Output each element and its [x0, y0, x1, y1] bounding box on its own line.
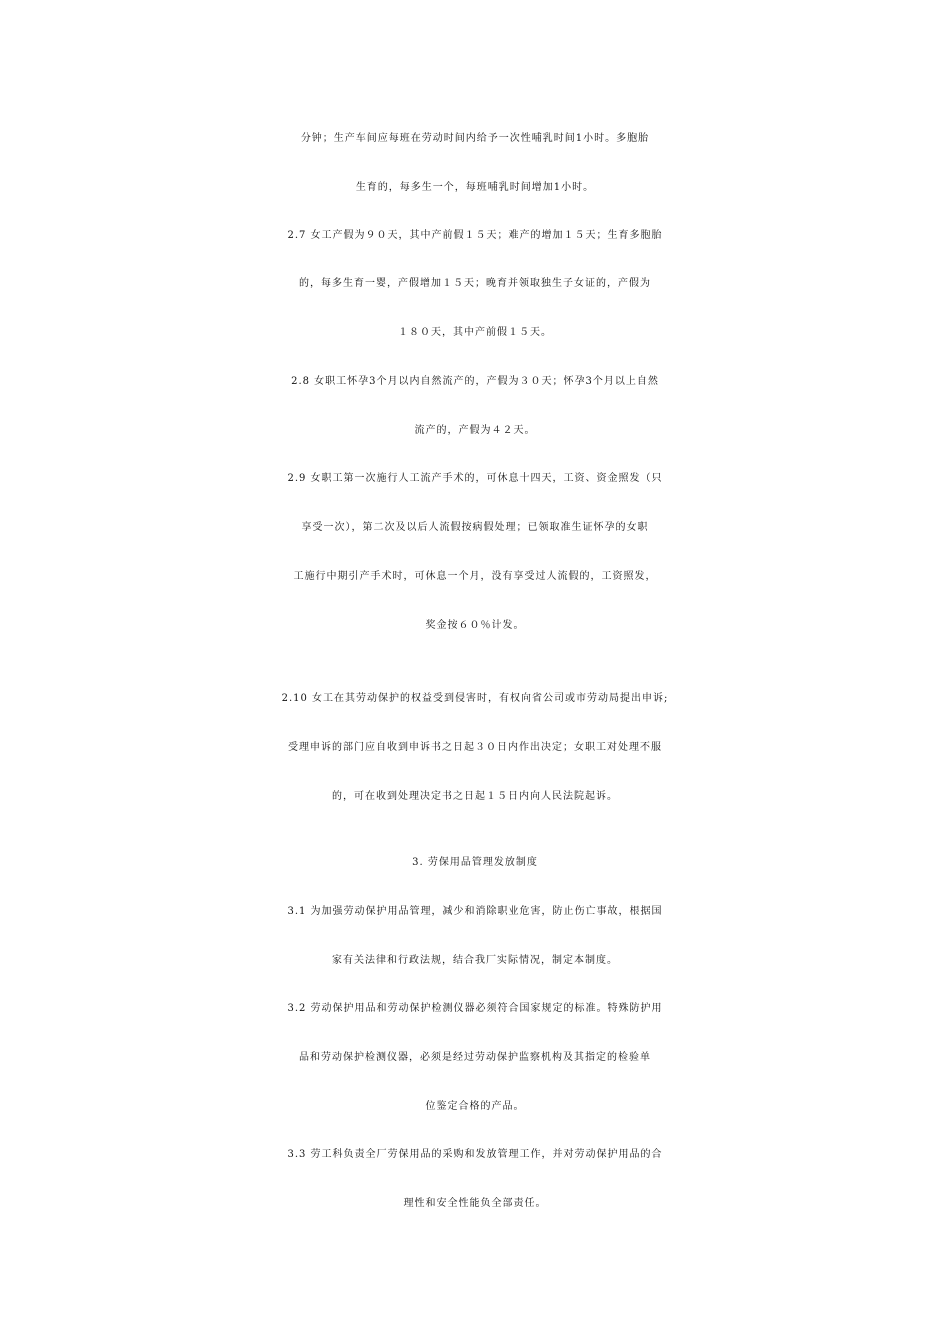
clause-3-2-line: 位鉴定合格的产品。 — [425, 1101, 525, 1112]
paragraph-line: 生育的，每多生一个，每班哺乳时间增加1小时。 — [355, 182, 595, 193]
clause-3-3-line: 理性和安全性能负全部责任。 — [403, 1198, 547, 1209]
clause-2-10-line: 2.10 女工在其劳动保护的权益受到侵害时，有权向省公司或市劳动局提出申诉; — [281, 693, 669, 704]
clause-2-7-line: 的，每多生育一婴，产假增加１５天；晚育并领取独生子女证的，产假为 — [299, 278, 651, 289]
clause-3-1-line: 家有关法律和行政法规，结合我厂实际情况，制定本制度。 — [332, 955, 618, 966]
clause-3-1-line: 3.1 为加强劳动保护用品管理，减少和消除职业危害，防止伤亡事故，根据国 — [287, 906, 663, 917]
clause-3-2-line: 品和劳动保护检测仪器，必须是经过劳动保护监察机构及其指定的检验单 — [299, 1052, 651, 1063]
clause-2-8-line: 2.8 女职工怀孕3个月以内自然流产的，产假为３０天；怀孕3个月以上自然 — [291, 376, 659, 387]
clause-3-2-line: 3.2 劳动保护用品和劳动保护检测仪器必须符合国家规定的标准。特殊防护用 — [287, 1003, 663, 1014]
paragraph-line: 分钟；生产车间应每班在劳动时间内给予一次性哺乳时间1小时。多胞胎 — [300, 133, 650, 144]
clause-2-9-line: 享受一次），第二次及以后人流假按病假处理；已领取准生证怀孕的女职 — [301, 522, 649, 533]
clause-2-9-line: 奖金按６０％计发。 — [425, 620, 525, 631]
section-heading: 3. 劳保用品管理发放制度 — [412, 857, 538, 868]
clause-2-7-line: １８０天，其中产前假１５天。 — [398, 327, 552, 338]
clause-2-7-line: 2.7 女工产假为９０天，其中产前假１５天；难产的增加１５天；生育多胞胎 — [287, 230, 663, 241]
clause-2-8-line: 流产的，产假为４２天。 — [414, 425, 536, 436]
clause-3-3-line: 3.3 劳工科负责全厂劳保用品的采购和发放管理工作，并对劳动保护用品的合 — [287, 1149, 663, 1160]
clause-2-10-line: 受理申诉的部门应自收到申诉书之日起３０日内作出决定；女职工对处理不服 — [288, 742, 662, 753]
clause-2-10-line: 的，可在收到处理决定书之日起１５日内向人民法院起诉。 — [332, 791, 618, 802]
clause-2-9-line: 工施行中期引产手术时，可休息一个月，没有享受过人流假的，工资照发， — [293, 571, 657, 582]
clause-2-9-line: 2.9 女职工第一次施行人工流产手术的，可休息十四天，工资、资金照发（只 — [287, 473, 663, 484]
